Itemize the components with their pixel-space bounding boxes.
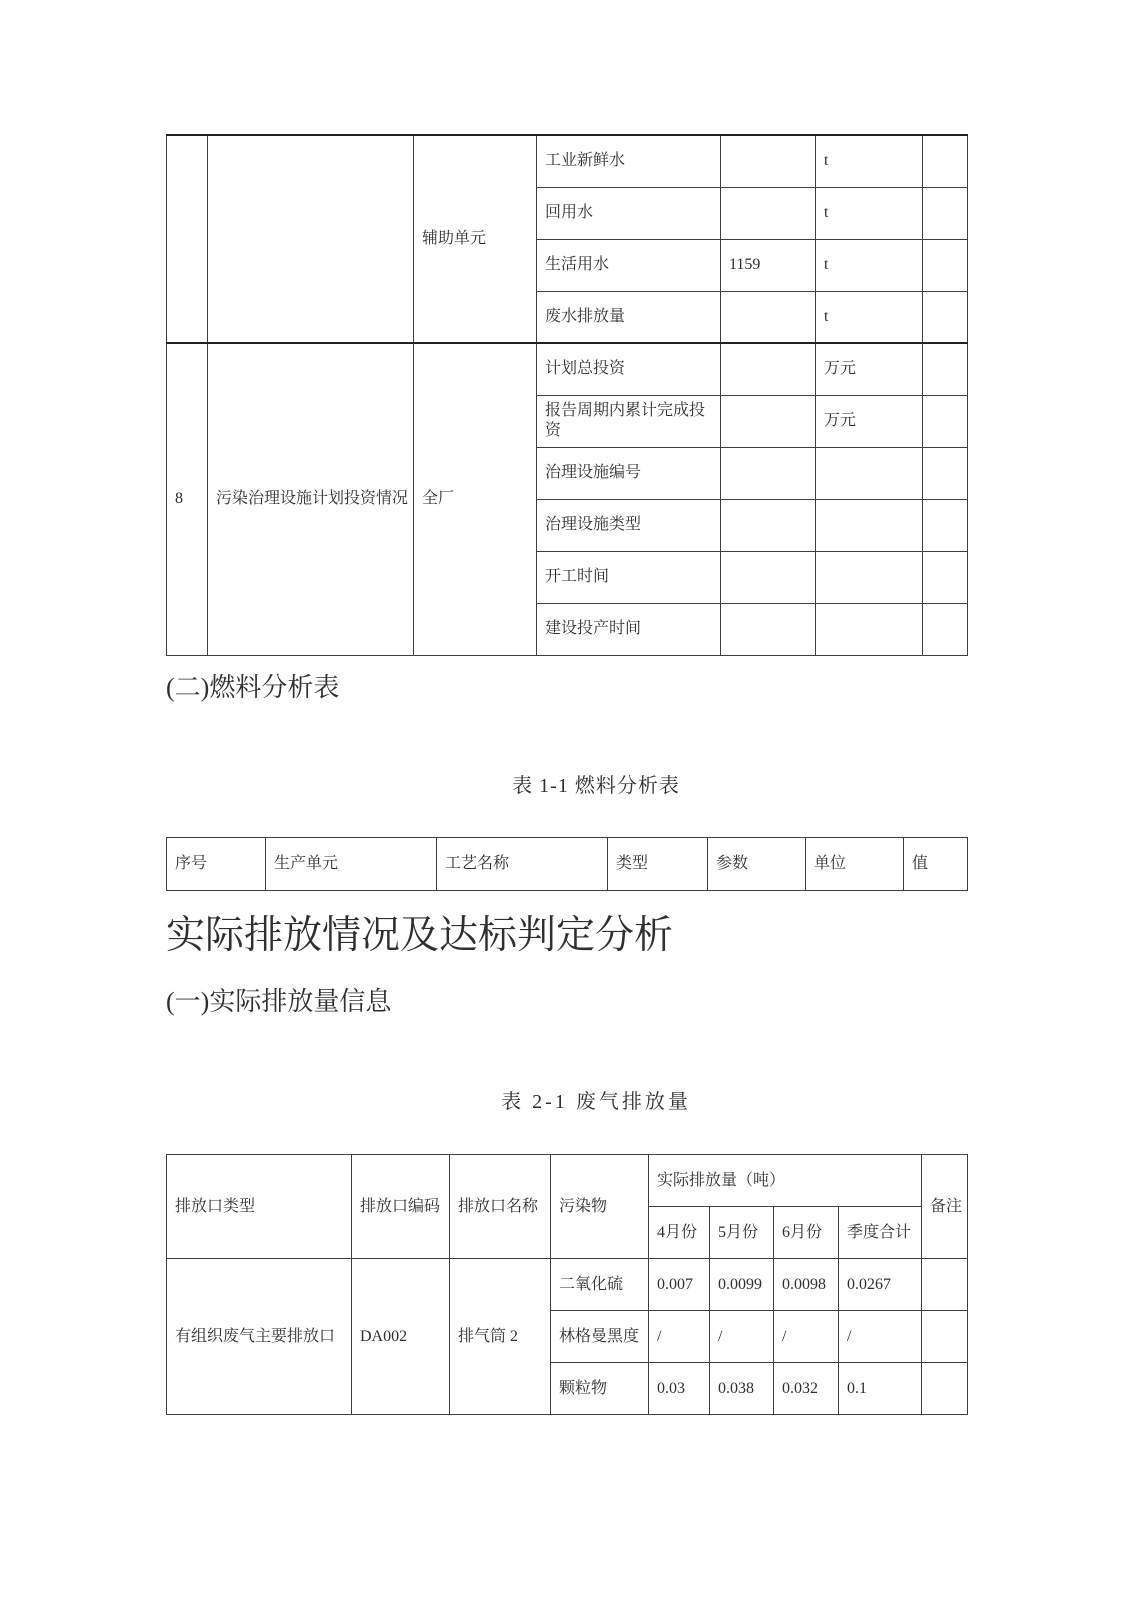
value-cell (721, 447, 816, 499)
quarter-total-cell: 0.1 (839, 1363, 922, 1415)
remark-cell (923, 239, 968, 291)
param-cell: 建设投产时间 (537, 603, 721, 655)
header-cell-type: 类型 (608, 838, 708, 891)
unit-of-measure-cell: t (816, 187, 923, 239)
item-cell (208, 135, 414, 343)
value-cell (721, 603, 816, 655)
param-cell: 废水排放量 (537, 291, 721, 343)
index-cell: 8 (167, 343, 208, 655)
month6-cell: 0.032 (774, 1363, 839, 1415)
param-cell: 回用水 (537, 187, 721, 239)
fuel-table-caption: 表 1-1 燃料分析表 (512, 775, 680, 797)
value-cell (721, 135, 816, 187)
header-cell-outlet-name: 排放口名称 (450, 1155, 551, 1259)
header-row (167, 1155, 968, 1207)
outlet-code-cell: DA002 (352, 1259, 450, 1415)
remark-cell (923, 551, 968, 603)
unit-cell: 辅助单元 (414, 135, 537, 343)
param-cell: 计划总投资 (537, 343, 721, 395)
month4-cell: 0.007 (649, 1259, 710, 1311)
header-cell-remark: 备注 (922, 1155, 968, 1259)
param-cell: 治理设施编号 (537, 447, 721, 499)
remark-cell (923, 343, 968, 395)
unit-of-measure-cell: t (816, 291, 923, 343)
param-cell: 生活用水 (537, 239, 721, 291)
month6-cell: / (774, 1311, 839, 1363)
outlet-type-cell: 有组织废气主要排放口 (167, 1259, 352, 1415)
header-cell-month5: 5月份 (710, 1207, 774, 1259)
param-cell: 报告周期内累计完成投资 (537, 395, 721, 447)
value-cell (721, 291, 816, 343)
header-row (167, 838, 968, 891)
item-cell: 污染治理设施计划投资情况 (208, 343, 414, 655)
main-heading: 实际排放情况及达标判定分析 (166, 914, 674, 957)
param-cell: 开工时间 (537, 551, 721, 603)
unit-of-measure-cell: t (816, 135, 923, 187)
month4-cell: 0.03 (649, 1363, 710, 1415)
table-row (167, 135, 968, 187)
value-cell (721, 551, 816, 603)
month6-cell: 0.0098 (774, 1259, 839, 1311)
unit-of-measure-cell: 万元 (816, 343, 923, 395)
remark-cell (923, 135, 968, 187)
quarter-total-cell: / (839, 1311, 922, 1363)
section-fuel-heading: (二)燃料分析表 (166, 673, 340, 702)
quarter-total-cell: 0.0267 (839, 1259, 922, 1311)
header-cell-outlet-type: 排放口类型 (167, 1155, 352, 1259)
table-row (167, 343, 968, 395)
unit-of-measure-cell (816, 551, 923, 603)
header-cell-month6: 6月份 (774, 1207, 839, 1259)
param-cell: 治理设施类型 (537, 499, 721, 551)
header-cell-index: 序号 (167, 838, 266, 891)
remark-cell (922, 1259, 968, 1311)
remark-cell (923, 291, 968, 343)
unit-of-measure-cell: t (816, 239, 923, 291)
month5-cell: 0.0099 (710, 1259, 774, 1311)
unit-cell: 全厂 (414, 343, 537, 655)
pollution-investment-table (166, 134, 968, 656)
remark-cell (923, 395, 968, 447)
header-cell-production-unit: 生产单元 (266, 838, 437, 891)
value-cell (721, 187, 816, 239)
remark-cell (923, 603, 968, 655)
unit-of-measure-cell (816, 447, 923, 499)
header-cell-month4: 4月份 (649, 1207, 710, 1259)
value-cell: 1159 (721, 239, 816, 291)
month4-cell: / (649, 1311, 710, 1363)
remark-cell (923, 499, 968, 551)
index-cell (167, 135, 208, 343)
pollutant-cell: 颗粒物 (551, 1363, 649, 1415)
header-cell-value: 值 (904, 838, 968, 891)
value-cell (721, 395, 816, 447)
unit-of-measure-cell (816, 499, 923, 551)
header-cell-pollutant: 污染物 (551, 1155, 649, 1259)
gas-emission-table (166, 1154, 968, 1415)
header-cell-parameter: 参数 (708, 838, 806, 891)
value-cell (721, 343, 816, 395)
unit-of-measure-cell (816, 603, 923, 655)
header-cell-actual-amount: 实际排放量（吨） (649, 1155, 922, 1207)
pollutant-cell: 林格曼黑度 (551, 1311, 649, 1363)
header-cell-quarter-total: 季度合计 (839, 1207, 922, 1259)
unit-of-measure-cell: 万元 (816, 395, 923, 447)
header-cell-outlet-code: 排放口编码 (352, 1155, 450, 1259)
header-cell-unit: 单位 (806, 838, 904, 891)
remark-cell (922, 1311, 968, 1363)
month5-cell: 0.038 (710, 1363, 774, 1415)
param-cell: 工业新鲜水 (537, 135, 721, 187)
remark-cell (922, 1363, 968, 1415)
table-row (167, 1259, 968, 1311)
remark-cell (923, 187, 968, 239)
outlet-name-cell: 排气筒 2 (450, 1259, 551, 1415)
value-cell (721, 499, 816, 551)
header-cell-process-name: 工艺名称 (437, 838, 608, 891)
month5-cell: / (710, 1311, 774, 1363)
pollutant-cell: 二氧化硫 (551, 1259, 649, 1311)
fuel-analysis-table (166, 837, 968, 891)
remark-cell (923, 447, 968, 499)
section-emission-heading: (一)实际排放量信息 (166, 987, 392, 1016)
emission-table-caption: 表 2-1 废气排放量 (501, 1091, 691, 1113)
